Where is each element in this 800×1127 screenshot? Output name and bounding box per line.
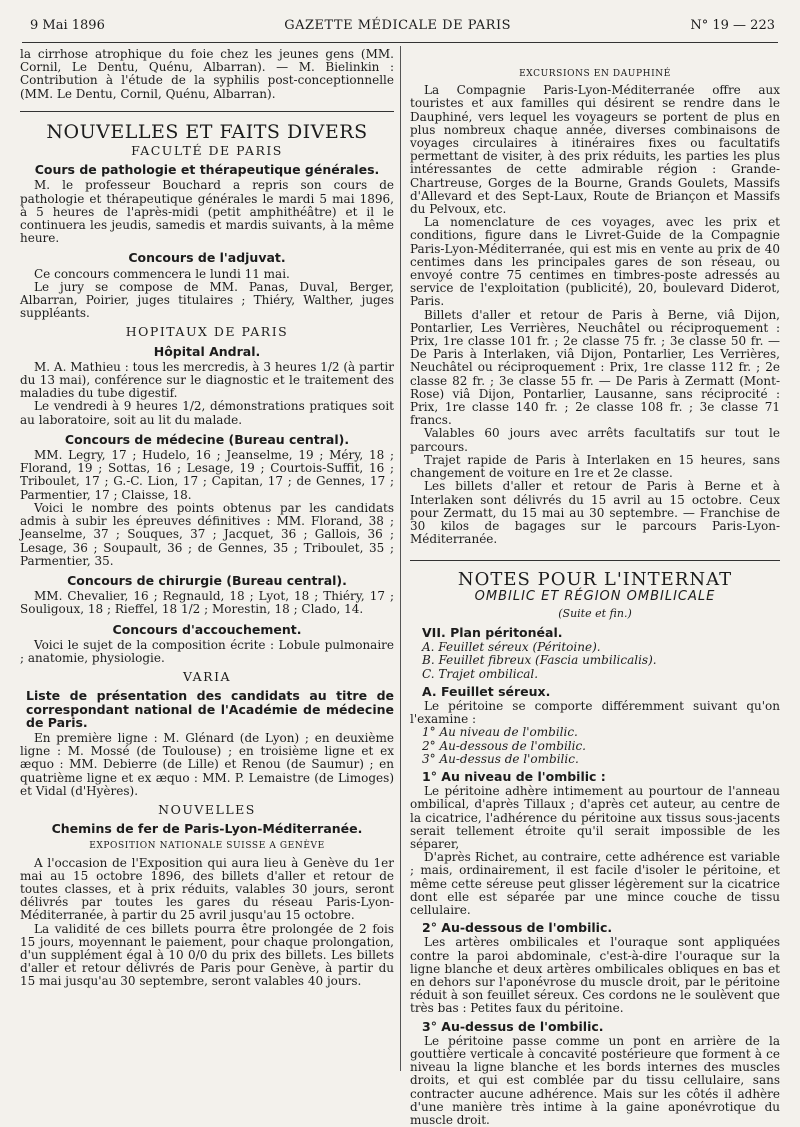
notes-subtitle: OMBILIC ET RÉGION OMBILICALE — [474, 588, 716, 604]
adjuvat-text-1: Ce concours commencera le lundi 11 mai. — [34, 266, 290, 281]
accouchement-text: Voici le sujet de la composition écrite : Lobule pulmonaire ; anatomie, physiologie. — [20, 637, 394, 665]
dessous-text: Les artères ombilicales et l'ouraque sont appliquées contre la paroi abdominale, c'est-à-dire l'ouraque sur la ligne blanche et deux artères ombilicales obliques en bas et en dehors sur l'aponévrose du muscle droit, par le péritoine réduit à son feuillet séreux. Ces cordons ne le soulèvent que très bas : Petites faux du péritoine. — [410, 935, 780, 1016]
medecine-heading: Concours de médecine (Bureau central). — [64, 431, 350, 447]
medecine-text-2: Voici le nombre des points obtenus par les candidats admis à subir les épreuves définitives : MM. Florand, 38 ; Jeanselme, 37 ; Souques, 37 ; Jacquet, 36 ; Gallois, 36 ; Lesage, 36 ; Soupault, 36 ; de Gennes, 35 ; Triboulet, 35 ; Parmentier, 35. — [20, 500, 394, 568]
hopitaux-heading: HOPITAUX DE PARIS — [125, 324, 289, 340]
andral-heading: Hôpital Andral. — [153, 343, 261, 359]
column-divider — [400, 46, 401, 1071]
section-rule — [410, 560, 780, 561]
excursions-text-4: Valables 60 jours avec arrêts facultatifs sur tout le parcours. — [410, 426, 780, 454]
andral-text-1: M. A. Mathieu : tous les mercredis, à 3 heures 1/2 (à partir du 13 mai), conférence sur le diagnostic et le traitement des maladies du tube digestif. — [20, 359, 394, 401]
cours-heading: Cours de pathologie et thérapeutique générales. — [34, 162, 380, 178]
issue-number: N° 19 — 223 — [690, 17, 775, 33]
nouvelles-heading: NOUVELLES — [158, 801, 256, 817]
dessous-heading: 2° Au-dessous de l'ombilic. — [422, 920, 613, 936]
list-item: B. Feuillet fibreux (Fascia umbilicalis). — [422, 653, 657, 668]
chirurgie-heading: Concours de chirurgie (Bureau central). — [67, 572, 347, 588]
cours-text: M. le professeur Bouchard a repris son cours de pathologie et thérapeutique générales le mardi 5 mai 1896, à 5 heures de l'après-midi (petit amphithéâtre) et il le continuera les jeudis, samedis et mardis suivants, à la même heure. — [20, 178, 394, 246]
varia-heading: VARIA — [182, 669, 232, 685]
list-item: 3° Au-dessus de l'ombilic. — [422, 751, 579, 766]
list-item: C. Trajet ombilical. — [422, 666, 539, 681]
adjuvat-heading: Concours de l'adjuvat. — [128, 250, 286, 266]
journal-title: GAZETTE MÉDICALE DE PARIS — [284, 17, 511, 33]
right-column — [410, 48, 780, 1127]
intro-text: la cirrhose atrophique du foie chez les jeunes gens (MM. Cornil, Le Dentu, Quénu, Albarran). — M. Bielinkin : Contribution à l'étude de la syphilis post-conceptionnelle (MM. Le Dentu, Cornil, Quénu, Albarran). — [20, 47, 394, 101]
excursions-heading: EXCURSIONS EN DAUPHINÉ — [519, 69, 671, 79]
exposition-text-1: A l'occasion de l'Exposition qui aura lieu à Genève du 1er mai au 15 octobre 1896, des billets d'aller et retour de toutes classes, et à prix réduits, valables 30 jours, seront délivrés par toutes les gares du réseau Paris-Lyon-Méditerranée, à partir du 25 avril jusqu'au 15 octobre. — [20, 855, 394, 923]
excursions-text-3: Billets d'aller et retour de Paris à Berne, viâ Dijon, Pontarlier, Les Verrières, Neuchâtel ou réciproquement : Prix, 1re classe 101 fr. ; 2e classe 75 fr. ; 3e classe 50 fr. — De Paris à Interlaken, viâ Dijon, Pontarlier, Les Verrières, Neuchâtel ou réciproquement : Prix, 1re classe 112 fr. ; 2e classe 82 fr. ; 3e classe 55 fr. — De Paris à Zermatt (Mont-Rose) viâ Dijon, Pontarlier, Lausanne, sans réciprocité : Prix, 1re classe 140 fr. ; 2e classe 108 fr. ; 3e classe 71 francs. — [410, 307, 780, 428]
excursions-text-6: Les billets d'aller et retour de Paris à Berne et à Interlaken sont délivrés du 15 avril au 15 octobre. Ceux pour Zermatt, du 15 mai au 30 septembre. — Franchise de 30 kilos de bagages sur le parcours Paris-Lyon-Méditerranée. — [410, 479, 780, 547]
niveau-text-1: Le péritoine adhère intimement au pourtour de l'anneau ombilical, d'après Tillaux ; d'après cet auteur, au centre de la cicatrice, l'adhérence du péritoine aux tissus sous-jacents serait tellement étroite qu'il serait impossible de les séparer, — [410, 784, 780, 851]
sub-list — [410, 726, 780, 766]
liste-heading: Liste de présentation des candidats au titre de correspondant national de l'Académie de médecine de Paris. — [26, 688, 394, 730]
excursions-text-1: La Compagnie Paris-Lyon-Méditerranée offre aux touristes et aux familles qui désirent se rendre dans le Dauphiné, vers lequel les voyageurs se portent de plus en plus nombreux chaque année, diverses combinaisons de voyages circulaires à itinéraires fixes ou facultatifs permettant de visiter, à des prix réduits, les parties les plus intéressantes de cette admirable région : Grande-Chartreuse, Gorges de la Bourne, Grands Goulets, Massifs d'Allevard et des Sept-Laux, Route de Briançon et Massifs du Pelvoux, etc. — [410, 83, 780, 217]
chemins-heading: Chemins de fer de Paris-Lyon-Méditerranée. — [51, 821, 363, 837]
page-header — [30, 12, 775, 38]
section-rule — [20, 111, 394, 112]
faculte-heading: FACULTÉ DE PARIS — [131, 143, 283, 159]
suite-label: (Suite et fin.) — [558, 606, 632, 620]
exposition-heading: EXPOSITION NATIONALE SUISSE A GENÈVE — [89, 841, 325, 852]
feuillet-text: Le péritoine se comporte différemment suivant qu'on l'examine : — [410, 698, 780, 727]
list-item: 1° Au niveau de l'ombilic. — [422, 725, 578, 740]
plan-heading: VII. Plan péritonéal. — [422, 624, 563, 640]
list-item: 2° Au-dessous de l'ombilic. — [422, 738, 586, 753]
dessus-heading: 3° Au-dessus de l'ombilic. — [422, 1018, 604, 1034]
liste-text: En première ligne : M. Glénard (de Lyon) ; en deuxième ligne : M. Mossé (de Toulouse) ; en troisième ligne et ex æquo : MM. Debierre (de Lille) et Renou (de Saumur) ; en quatrième ligne et ex æquo : MM. P. Lemaistre (de Limoges) et Vidal (d'Hyères). — [20, 730, 394, 798]
list-item: A. Feuillet séreux (Péritoine). — [422, 640, 601, 655]
medecine-text-1: MM. Legry, 17 ; Hudelo, 16 ; Jeanselme, 19 ; Méry, 18 ; Florand, 19 ; Sottas, 16 ; Lesage, 19 ; Courtois-Suffit, 16 ; Triboulet, 17 ; G.-C. Lion, 17 ; Capitan, 17 ; de Gennes, 17 ; Parmentier, 17 ; Claisse, 18. — [20, 448, 394, 502]
excursions-text-2: La nomenclature de ces voyages, avec les prix et conditions, figure dans le Livret-Guide de la Compagnie Paris-Lyon-Méditerranée, qui est mis en vente au prix de 40 centimes dans les principales gares de son réseau, ou envoyé contre 75 centimes en timbres-poste adressés au service de l'exploitation (publicité), 20, boulevard Diderot, Paris. — [410, 215, 780, 309]
excursions-text-5: Trajet rapide de Paris à Interlaken en 15 heures, sans changement de voiture en 1re et 2e classe. — [410, 452, 780, 481]
niveau-heading: 1° Au niveau de l'ombilic : — [422, 768, 606, 784]
chirurgie-text: MM. Chevalier, 16 ; Regnauld, 18 ; Lyot, 18 ; Thiéry, 17 ; Souligoux, 18 ; Rieffel, 18 1/2 ; Morestin, 18 ; Clado, 14. — [20, 589, 394, 617]
exposition-text-2: La validité de ces billets pourra être prolongée de 2 fois 15 jours, moyennant le paiement, pour chaque prolongation, d'un supplément égal à 10 0/0 du prix des billets. Les billets d'aller et retour délivrés de Paris pour Genève, à partir du 15 mai jusqu'au 30 septembre, seront valables 40 jours. — [20, 921, 394, 989]
dessus-text: Le péritoine passe comme un pont en arrière de la gouttière verticale à concavité postérieure que forment à ce niveau la ligne blanche et les bords internes des muscles droits, et qui est comblée par du tissu cellulaire, sans contracter aucune adhérence. Mais sur les côtés il adhère d'une manière très intime à la gaine aponévrotique du muscle droit. — [410, 1033, 780, 1127]
section-title: NOUVELLES ET FAITS DIVERS — [46, 120, 368, 143]
niveau-text-2: D'après Richet, au contraire, cette adhérence est variable ; mais, ordinairement, il est facile d'isoler le péritoine, et même cette séreuse peut glisser légèrement sur la cicatrice dont elle est séparée par une mince couche de tissu cellulaire. — [410, 850, 780, 917]
adjuvat-text-2: Le jury se compose de MM. Panas, Duval, Berger, Albarran, Poirier, juges titulaires ; Thiéry, Walther, juges suppléants. — [20, 279, 394, 321]
notes-title: NOTES POUR L'INTERNAT — [457, 569, 733, 591]
accouchement-heading: Concours d'accouchement. — [112, 621, 302, 637]
left-column — [20, 48, 394, 989]
issue-date: 9 Mai 1896 — [30, 17, 105, 33]
feuillet-heading: A. Feuillet séreux. — [422, 683, 551, 699]
header-rule — [22, 42, 778, 43]
plan-list — [410, 641, 780, 681]
andral-text-2: Le vendredi à 9 heures 1/2, démonstrations pratiques soit au laboratoire, soit au lit du malade. — [20, 399, 394, 427]
